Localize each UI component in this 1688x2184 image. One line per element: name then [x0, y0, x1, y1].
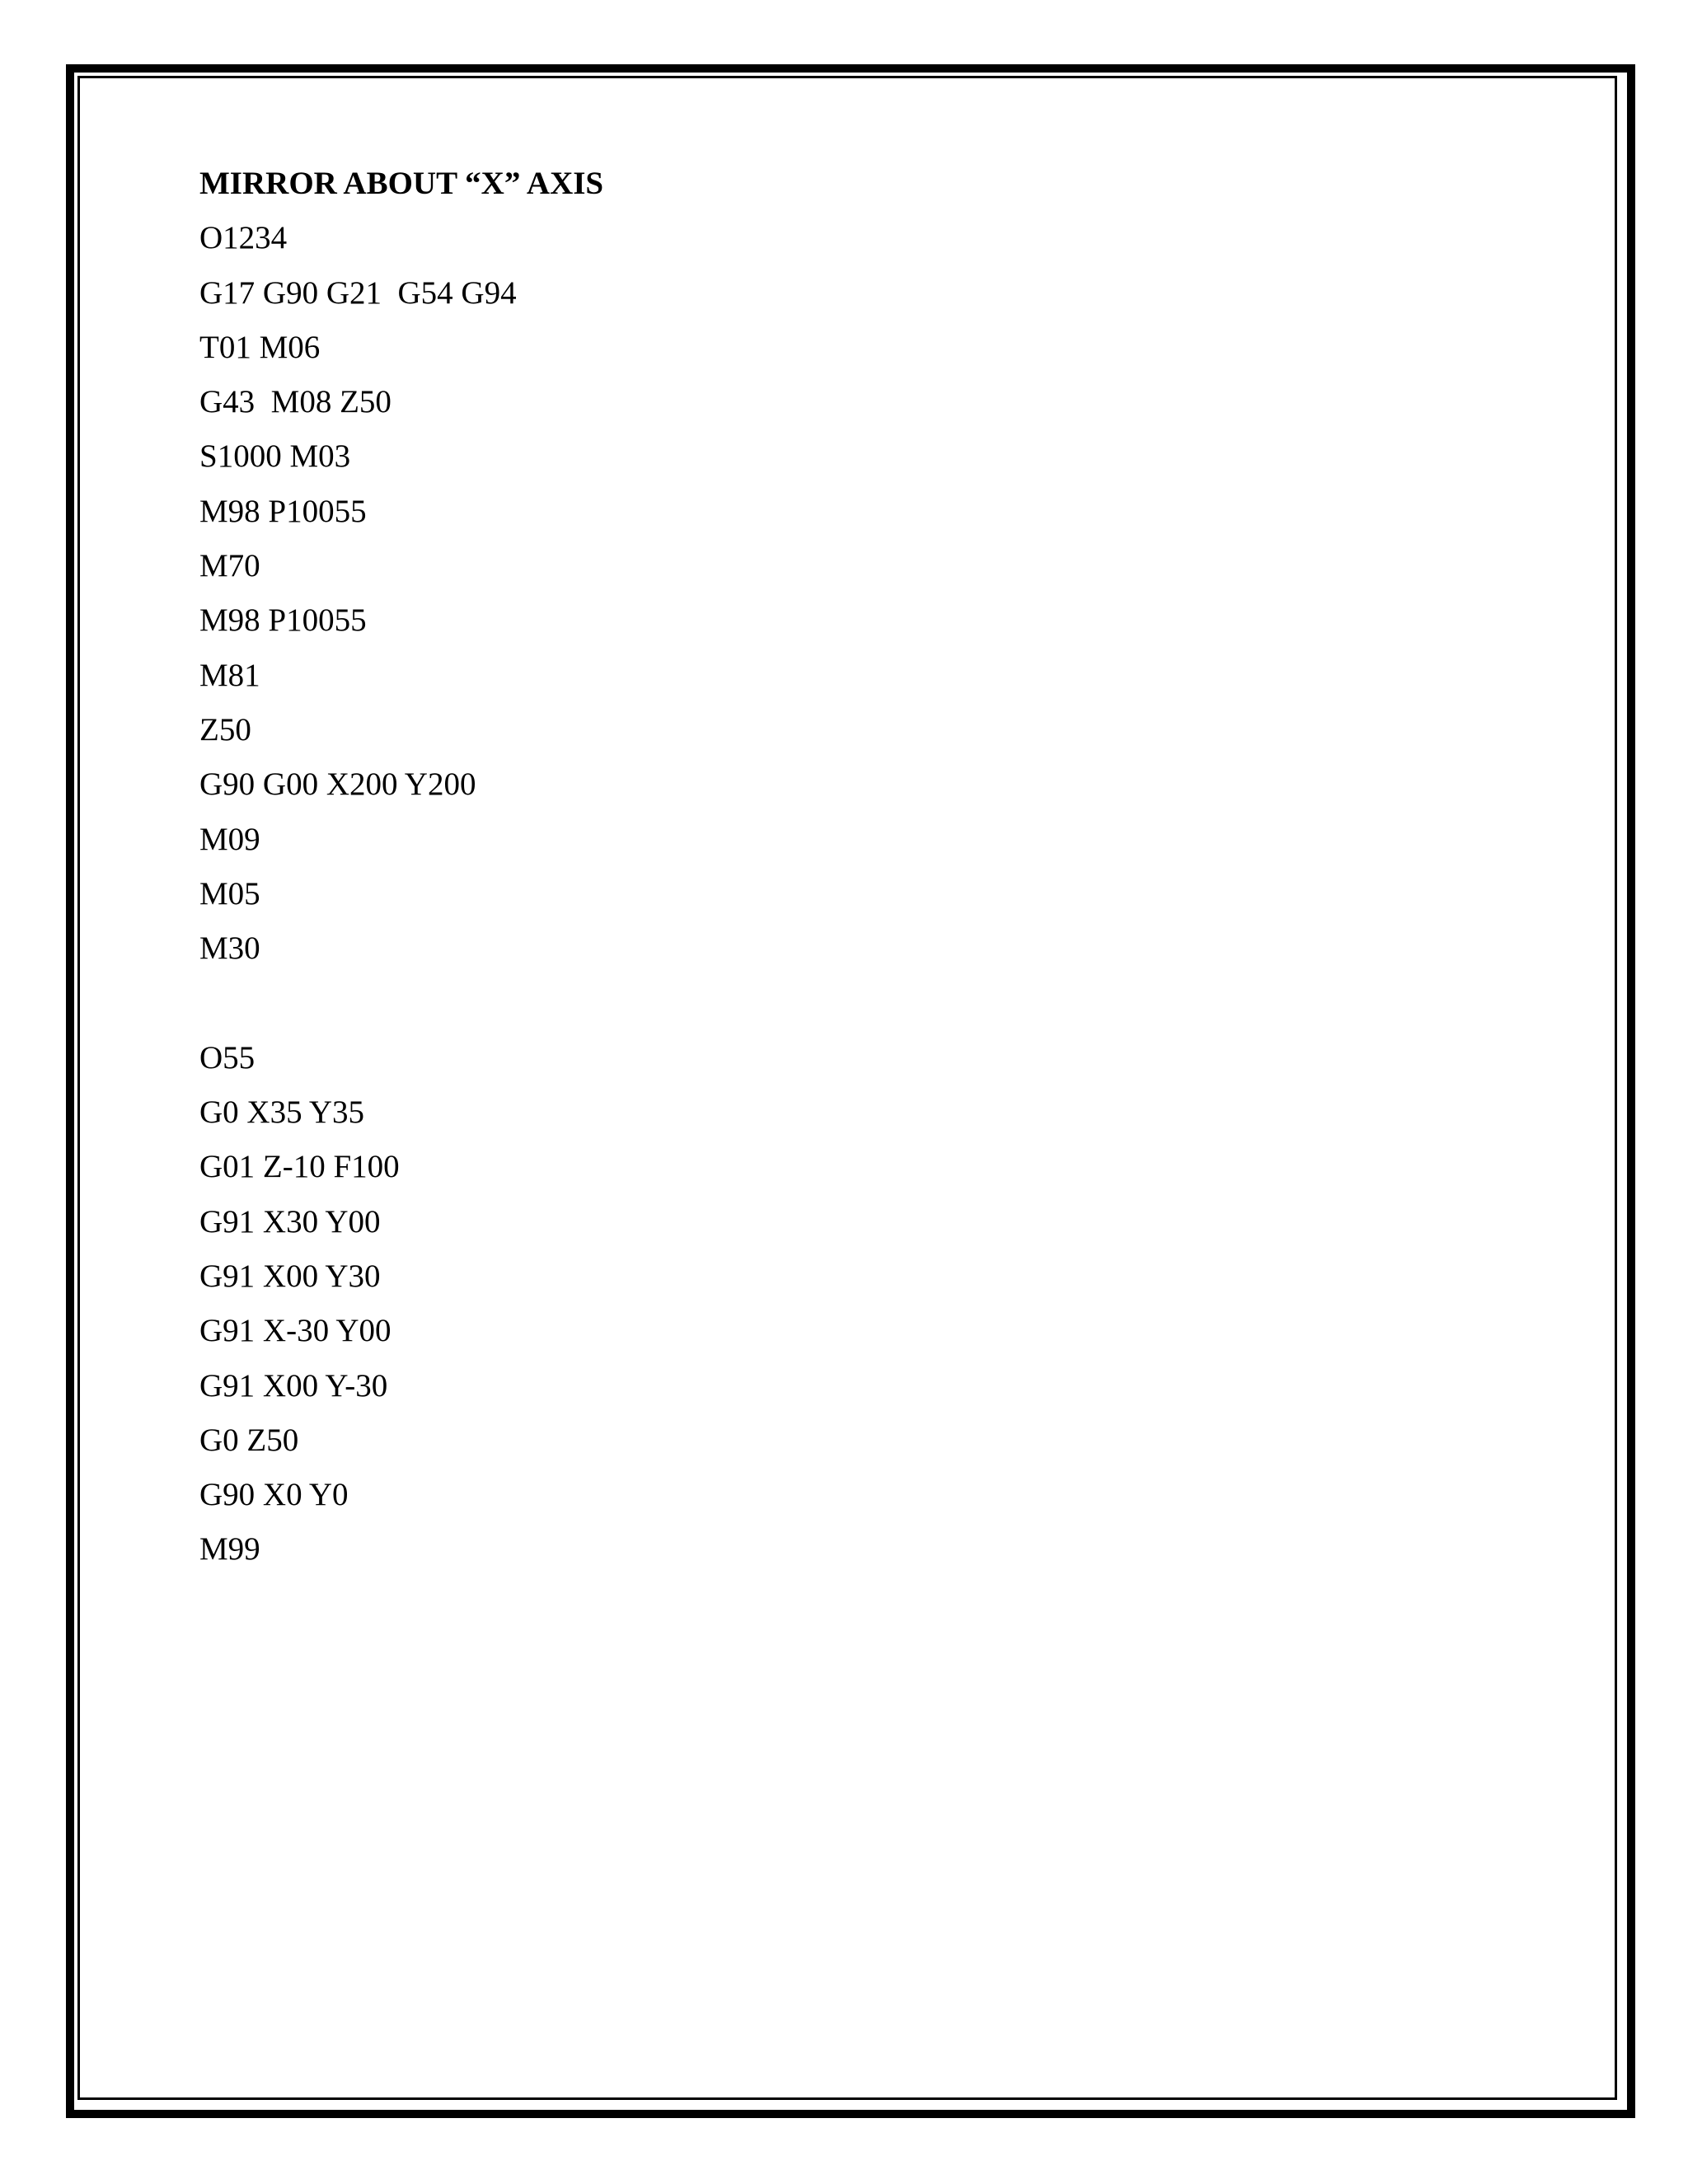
code-line: M81	[199, 657, 260, 693]
code-line: M05	[199, 875, 260, 912]
code-line: G90 X0 Y0	[199, 1477, 349, 1513]
subprogram-block	[199, 1031, 1518, 1577]
blank-line	[199, 976, 1518, 1030]
code-line: M09	[199, 821, 260, 857]
code-line: G91 X30 Y00	[199, 1203, 381, 1240]
code-line: G91 X00 Y-30	[199, 1367, 388, 1404]
code-line: Z50	[199, 711, 251, 748]
code-line: G91 X00 Y30	[199, 1258, 381, 1294]
code-line: S1000 M03	[199, 438, 351, 475]
code-line: M98 P10055	[199, 493, 367, 529]
code-line: M30	[199, 930, 260, 967]
code-line: G43 M08 Z50	[199, 384, 392, 420]
code-line: G17 G90 G21 G54 G94	[199, 274, 517, 311]
code-line: G0 X35 Y35	[199, 1094, 365, 1131]
document-heading: MIRROR ABOUT “X” AXIS	[199, 166, 604, 201]
main-program-block	[199, 211, 1518, 976]
code-line: G91 X-30 Y00	[199, 1313, 392, 1349]
code-line: G01 Z-10 F100	[199, 1149, 400, 1185]
code-line: O55	[199, 1039, 256, 1076]
code-line: G0 Z50	[199, 1422, 299, 1458]
code-line: T01 M06	[199, 329, 321, 365]
document-content	[199, 157, 1518, 1577]
code-line: M70	[199, 548, 260, 584]
code-line: O1234	[199, 220, 288, 256]
code-line: G90 G00 X200 Y200	[199, 766, 476, 803]
code-line: M98 P10055	[199, 602, 367, 639]
code-line: M99	[199, 1531, 260, 1568]
